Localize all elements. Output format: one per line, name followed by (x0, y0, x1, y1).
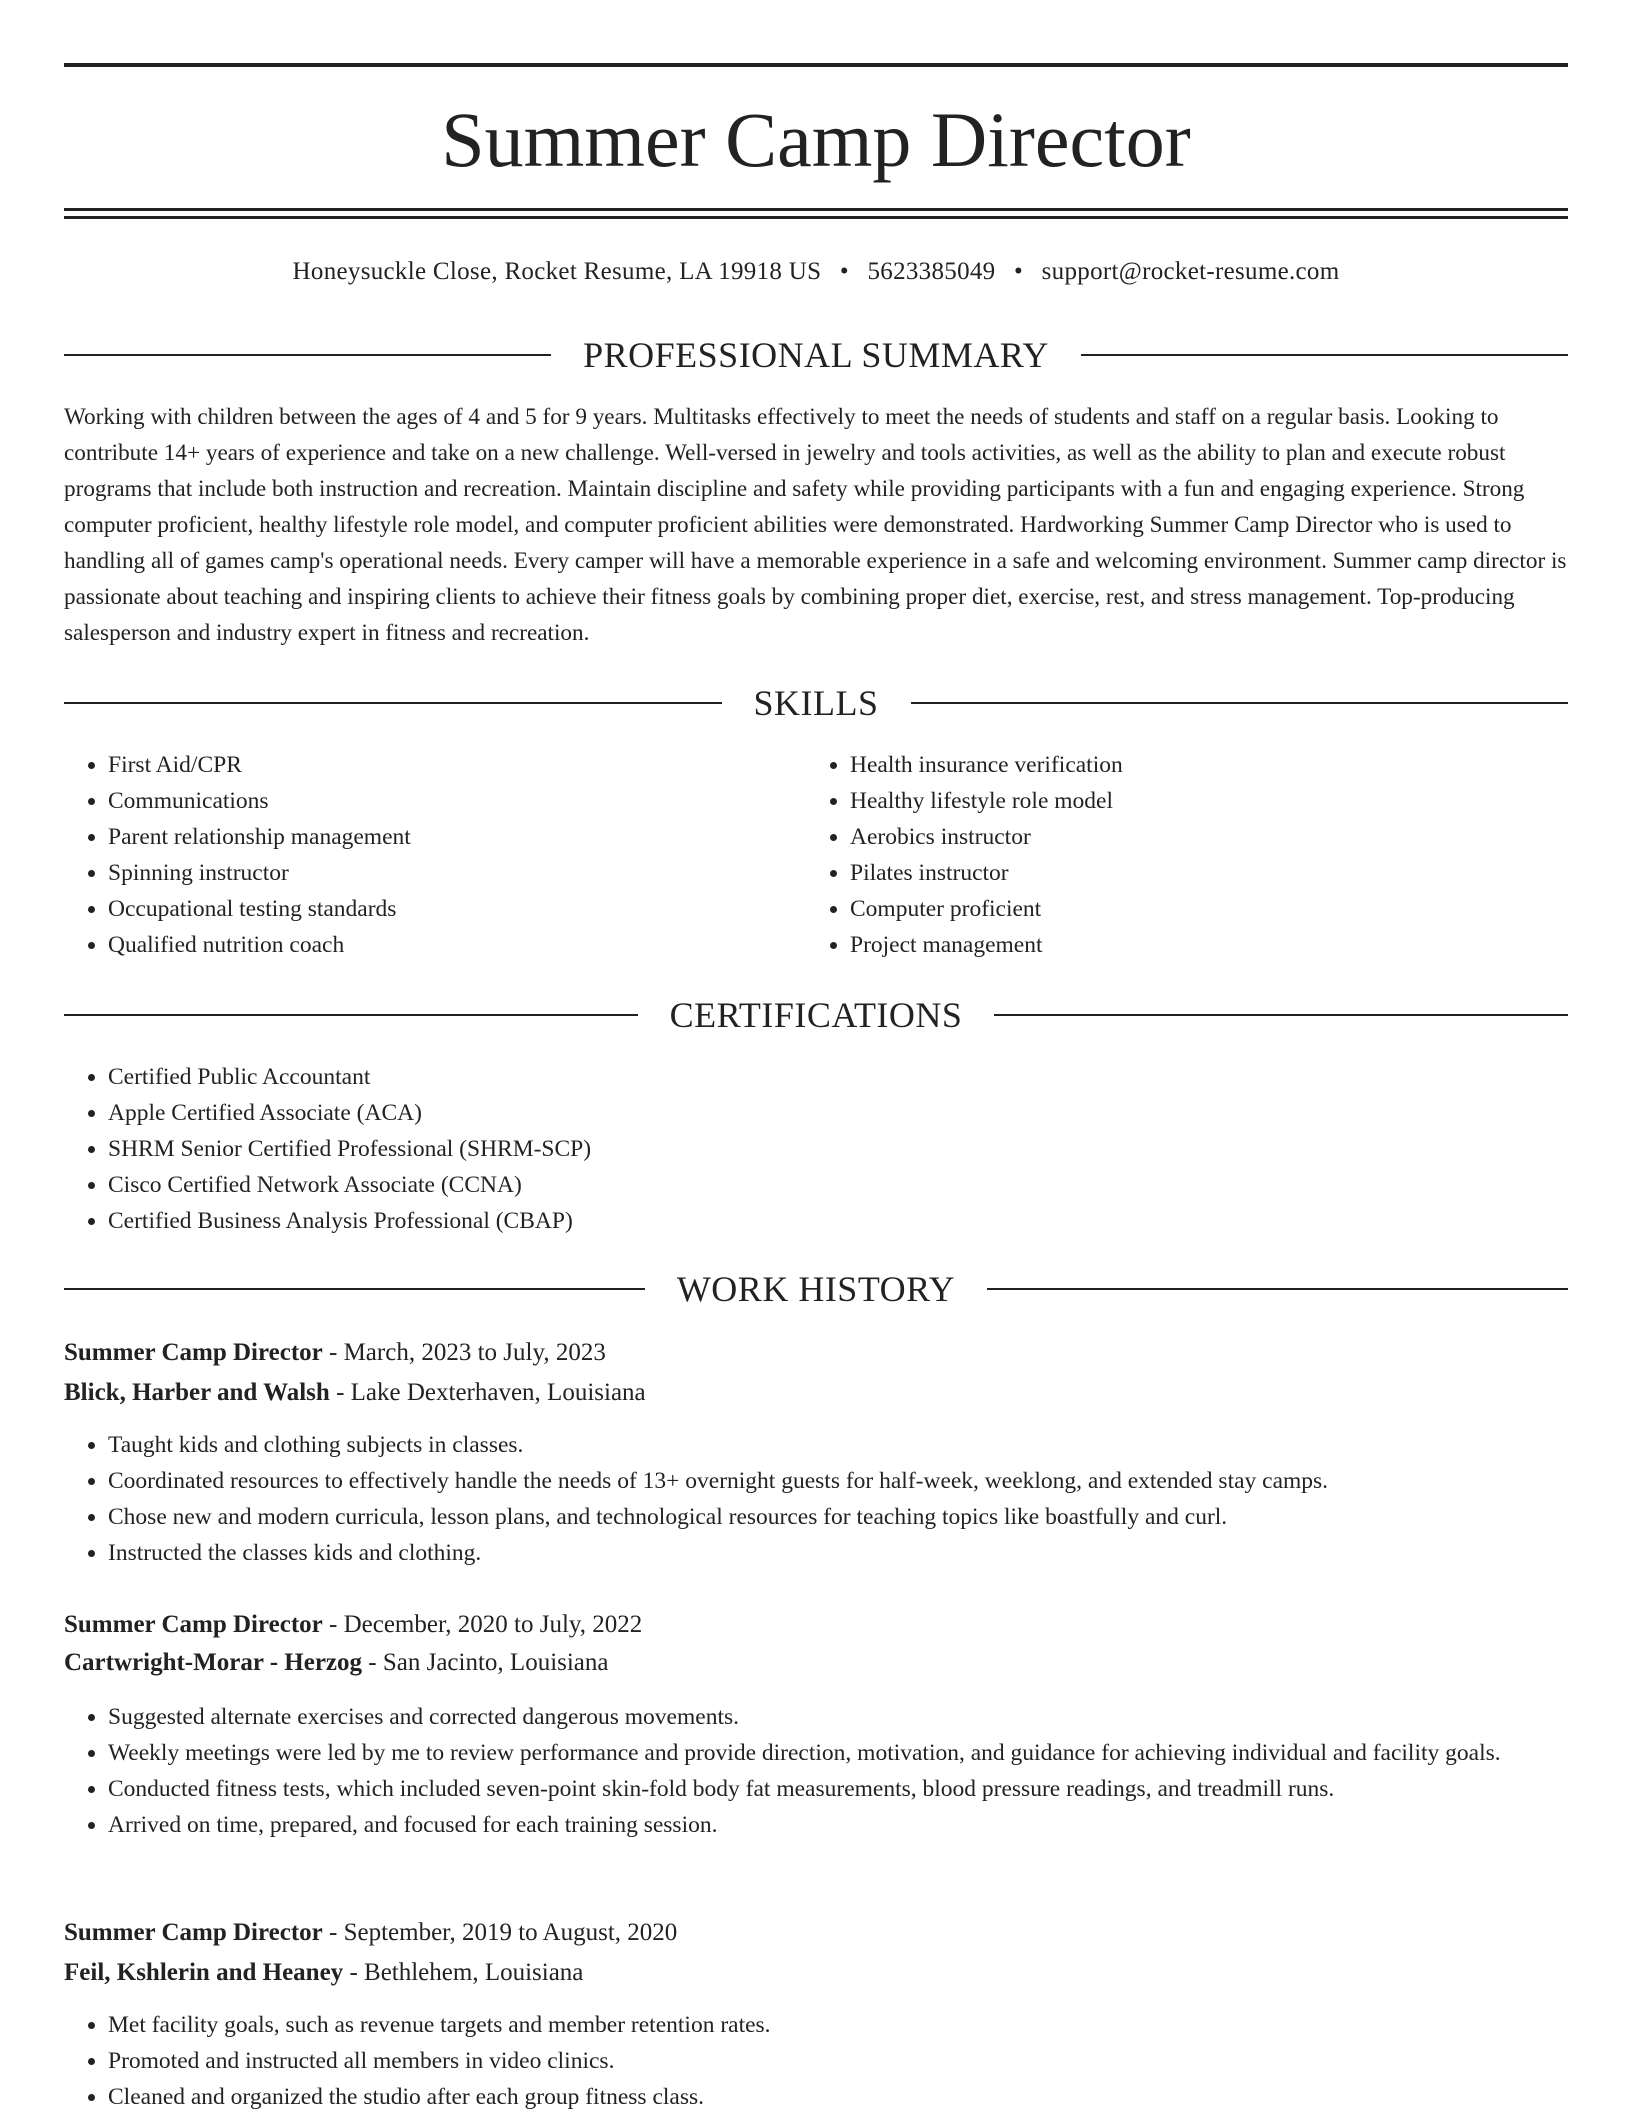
section-title: PROFESSIONAL SUMMARY (583, 335, 1049, 375)
job-title-line (64, 1607, 1568, 1643)
skill-item: • Parent relationship management (108, 819, 808, 855)
top-rule (64, 63, 1568, 67)
section-title: WORK HISTORY (676, 1269, 956, 1309)
job-title-line (64, 1915, 1568, 1951)
section-heading-skills (64, 681, 1568, 725)
skill-item: • Health insurance verification (850, 747, 1550, 783)
certification-item: • Apple Certified Associate (ACA) (108, 1095, 1568, 1131)
skill-item: • Communications (108, 783, 808, 819)
resume-name: Summer Camp Director (441, 96, 1191, 183)
skills-list-right (806, 747, 1550, 963)
job-title: Summer Camp Director (64, 1339, 323, 1366)
certification-item: • Cisco Certified Network Associate (CCNA) (108, 1167, 1568, 1203)
skill-item: • Aerobics instructor (850, 819, 1550, 855)
job-bullet: • Promoted and instructed all members in video clinics. (108, 2043, 1568, 2079)
job-company: Feil, Kshlerin and Heaney (64, 1959, 344, 1986)
job-company: Cartwright-Morar - Herzog (64, 1649, 363, 1676)
job-bullets (64, 1699, 1568, 1843)
certifications-list (64, 1059, 1568, 1239)
job-bullet: • Weekly meetings were led by me to review performance and provide direction, motivation, and guidance for achieving individual and facility goals. (108, 1735, 1568, 1771)
certification-item: • Certified Public Accountant (108, 1059, 1568, 1095)
job-dates: - December, 2020 to July, 2022 (322, 1611, 643, 1638)
job-bullet: • Suggested alternate exercises and corrected dangerous movements. (108, 1699, 1568, 1735)
job-bullet: • Taught kids and clothing subjects in classes. (108, 1427, 1568, 1463)
skill-item: • Computer proficient (850, 891, 1550, 927)
contact-address: Honeysuckle Close, Rocket Resume, LA 19918 US (292, 258, 822, 285)
skill-item: • First Aid/CPR (108, 747, 808, 783)
job-dates: - September, 2019 to August, 2020 (322, 1919, 678, 1946)
job-title: Summer Camp Director (64, 1611, 323, 1638)
job-bullet: • Met facility goals, such as revenue targets and member retention rates. (108, 2007, 1568, 2043)
job-location: - San Jacinto, Louisiana (362, 1649, 609, 1676)
contact-separator: • (839, 258, 849, 285)
heading-rule-left (64, 354, 551, 356)
skill-item: • Pilates instructor (850, 855, 1550, 891)
heading-rule-left (64, 1288, 645, 1290)
job-bullet: • Arrived on time, prepared, and focused for each training session. (108, 1807, 1568, 1843)
title-double-rule-lower (64, 216, 1568, 219)
certification-item: • Certified Business Analysis Professional (CBAP) (108, 1203, 1568, 1239)
section-title: CERTIFICATIONS (669, 995, 963, 1035)
job-bullet: • Chose new and modern curricula, lesson plans, and technological resources for teaching topics like boastfully and curl. (108, 1499, 1568, 1535)
job-bullet: • Coordinated resources to effectively handle the needs of 13+ overnight guests for half-week, weeklong, and extended stay camps. (108, 1463, 1568, 1499)
job-bullets (64, 1427, 1568, 1571)
skill-item: • Occupational testing standards (108, 891, 808, 927)
skill-item: • Qualified nutrition coach (108, 927, 808, 963)
contact-phone: 5623385049 (867, 258, 996, 285)
job-bullet: • Conducted fitness tests, which included seven-point skin-fold body fat measurements, blood pressure readings, and treadmill runs. (108, 1771, 1568, 1807)
certification-item: • SHRM Senior Certified Professional (SHRM-SCP) (108, 1131, 1568, 1167)
section-heading-summary (64, 333, 1568, 377)
skills-list-left (64, 747, 808, 963)
contact-email: support@rocket-resume.com (1041, 258, 1340, 285)
job-bullet: • Cleaned and organized the studio after each group fitness class. (108, 2079, 1568, 2115)
job-company-line (64, 1955, 1568, 1991)
skill-item: • Spinning instructor (108, 855, 808, 891)
skill-item: • Healthy lifestyle role model (850, 783, 1550, 819)
heading-rule-right (987, 1288, 1568, 1290)
job-title: Summer Camp Director (64, 1919, 323, 1946)
contact-separator: • (1014, 258, 1024, 285)
job-location: - Lake Dexterhaven, Louisiana (329, 1379, 646, 1406)
heading-rule-left (64, 1014, 638, 1016)
heading-rule-right (994, 1014, 1568, 1016)
job-company-line (64, 1375, 1568, 1411)
job-company: Blick, Harber and Walsh (64, 1379, 330, 1406)
section-title: SKILLS (753, 683, 879, 723)
heading-rule-left (64, 702, 722, 704)
job-bullets (64, 2007, 1568, 2115)
job-title-line (64, 1335, 1568, 1371)
contact-line (64, 254, 1568, 290)
heading-rule-right (911, 702, 1569, 704)
job-location: - Bethlehem, Louisiana (343, 1959, 584, 1986)
job-bullet: • Instructed the classes kids and clothing. (108, 1535, 1568, 1571)
section-heading-work-history (64, 1267, 1568, 1311)
summary-text: Working with children between the ages of 4 and 5 for 9 years. Multitasks effectively to meet the needs of students and staff on a regular basis. Looking to contribute 14+ years of experience and take on a new challenge. Well-versed in jewelry and tools activities, as well as the ability to plan and execute robust programs that include both instruction and recreation. Maintain discipline and safety while providing participants with a fun and engaging experience. Strong computer proficient, healthy lifestyle role model, and computer proficient abilities were demonstrated. Hardworking Summer Camp Director who is used to handling all of games camp's operational needs. Every camper will have a memorable experience in a safe and welcoming environment. Summer camp director is passionate about teaching and inspiring clients to achieve their fitness goals by combining proper diet, exercise, rest, and stress management. Top-producing salesperson and industry expert in fitness and recreation. (64, 404, 1567, 646)
job-dates: - March, 2023 to July, 2023 (322, 1339, 606, 1366)
skill-item: • Project management (850, 927, 1550, 963)
heading-rule-right (1081, 354, 1568, 356)
job-company-line (64, 1645, 1568, 1681)
section-heading-certifications (64, 993, 1568, 1037)
title-double-rule-upper (64, 208, 1568, 211)
